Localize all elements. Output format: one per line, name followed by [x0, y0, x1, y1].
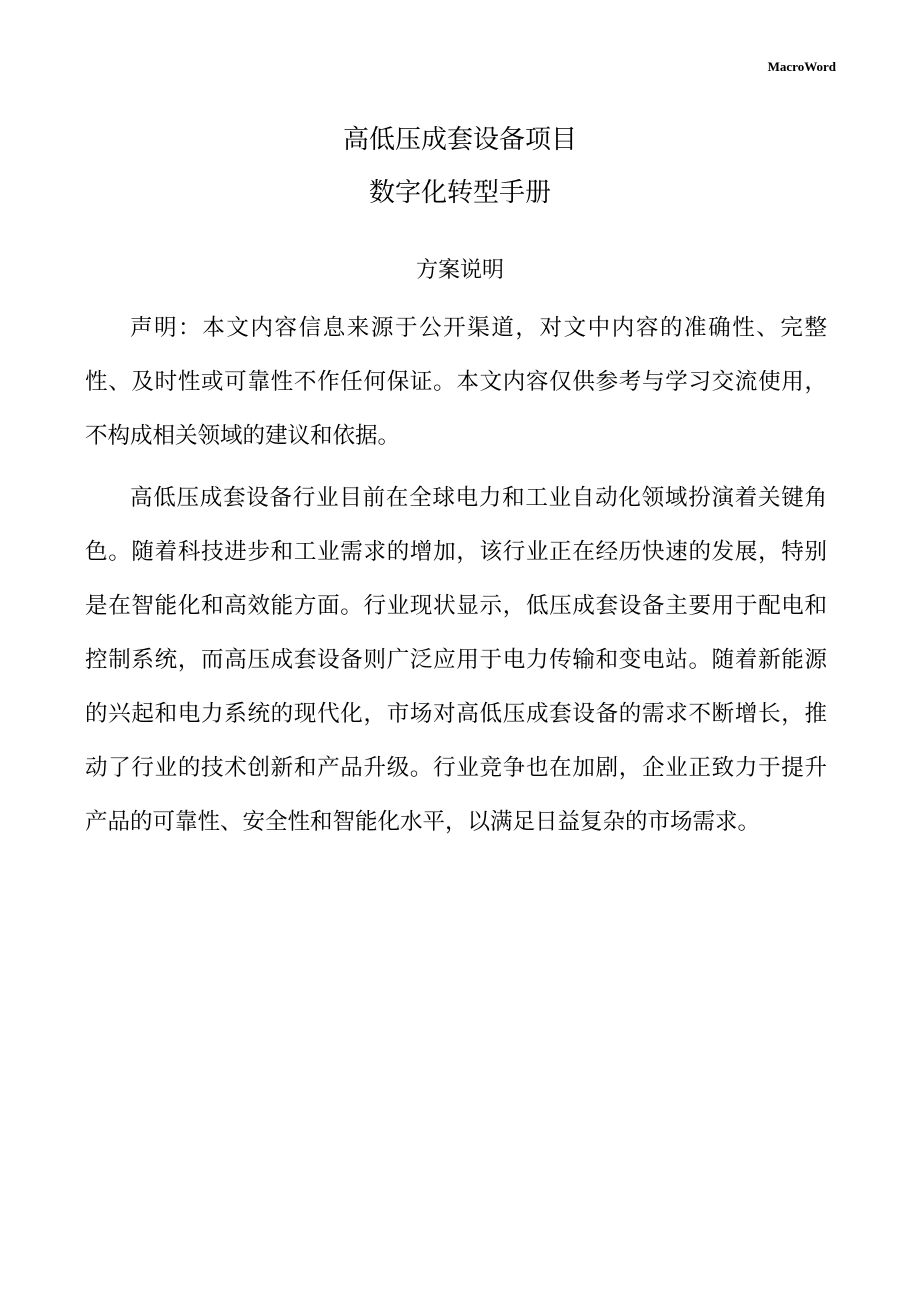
disclaimer-paragraph: 声明：本文内容信息来源于公开渠道，对文中内容的准确性、完整性、及时性或可靠性不作任何保证。本文内容仅供参考与学习交流使用，不构成相关领域的建议和依据。: [85, 315, 827, 449]
body-paragraph: 高低压成套设备行业目前在全球电力和工业自动化领域扮演着关键角色。随着科技进步和工业需求的增加，该行业正在经历快速的发展，特别是在智能化和高效能方面。行业现状显示，低压成套设备主要用于配电和控制系统，而高压成套设备则广泛应用于电力传输和变电站。随着新能源的兴起和电力系统的现代化，市场对高低压成套设备的需求不断增长，推动了行业的技术创新和产品升级。行业竞争也在加剧，企业正致力于提升产品的可靠性、安全性和智能化水平，以满足日益复杂的市场需求。: [85, 485, 827, 835]
document-title-line1: 高低压成套设备项目: [342, 125, 577, 155]
section-heading: 方案说明: [415, 258, 504, 283]
header-brand: MacroWord: [767, 59, 836, 74]
document-title-line2: 数字化转型手册: [368, 178, 551, 208]
